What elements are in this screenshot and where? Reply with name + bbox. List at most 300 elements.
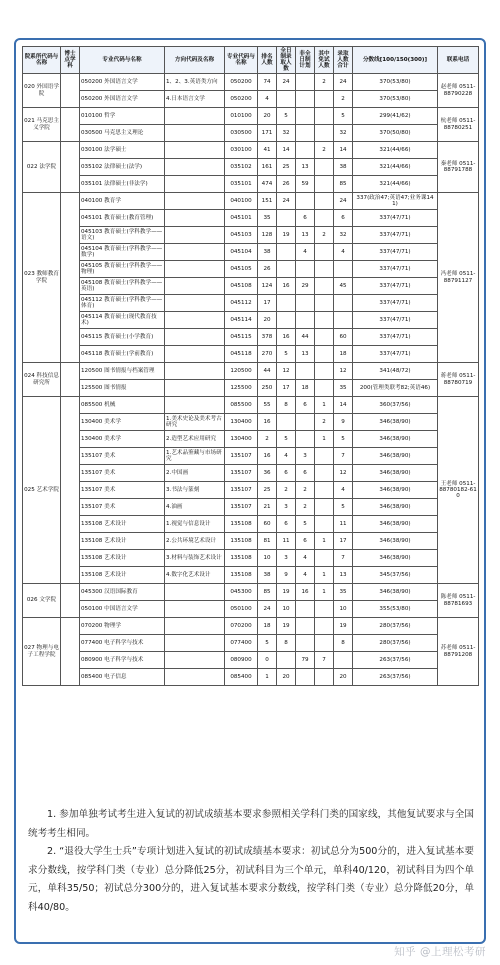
row-direction: [165, 125, 225, 142]
row-exempt: 1: [315, 533, 334, 550]
row-direction: [165, 159, 225, 176]
row-parttime: 13: [296, 227, 315, 244]
row-exempt: [315, 193, 334, 210]
row-rank: 81: [258, 533, 277, 550]
row-parttime: [296, 91, 315, 108]
row-rank: 60: [258, 516, 277, 533]
header-phd: 博士点学科: [61, 47, 80, 74]
row-phd-point: [61, 74, 80, 108]
row-code: 135107: [225, 499, 258, 516]
row-direction: [165, 363, 225, 380]
row-score-line: 346(38/90): [353, 584, 438, 601]
row-direction: [165, 329, 225, 346]
row-score-line: 299(41/62): [353, 108, 438, 125]
row-rank: 55: [258, 397, 277, 414]
row-department: 024 科技信息研究所: [23, 363, 61, 397]
row-exempt: [315, 176, 334, 193]
row-rank: 18: [258, 618, 277, 635]
row-parttime: 6: [296, 533, 315, 550]
row-contact: 冯老师 0511-88791127: [438, 193, 479, 363]
row-total: 13: [334, 567, 353, 584]
table-row: [23, 210, 479, 227]
row-exempt: [315, 278, 334, 295]
row-score-line: 346(38/90): [353, 414, 438, 431]
row-exempt: [315, 516, 334, 533]
row-score-line: 346(38/90): [353, 516, 438, 533]
row-fulltime: 26: [277, 176, 296, 193]
row-direction: 1、2、3.英语类方向: [165, 74, 225, 91]
row-contact: 陈老师 0511-88781693: [438, 584, 479, 618]
table-row: [23, 142, 479, 159]
row-specialty: 045118 教育硕士(学前教育): [80, 346, 165, 363]
header-fulltime: 全日制录取人数: [277, 47, 296, 74]
row-phd-point: [61, 584, 80, 618]
table-row: [23, 295, 479, 312]
row-rank: 378: [258, 329, 277, 346]
row-direction: 3.材料与装饰艺术设计: [165, 550, 225, 567]
row-total: 20: [334, 669, 353, 686]
row-exempt: [315, 448, 334, 465]
row-specialty: 080900 电子科学与技术: [80, 652, 165, 669]
row-exempt: [315, 91, 334, 108]
row-parttime: 79: [296, 652, 315, 669]
row-rank: 171: [258, 125, 277, 142]
table-row: [23, 159, 479, 176]
row-direction: [165, 193, 225, 210]
row-fulltime: [277, 91, 296, 108]
row-parttime: [296, 414, 315, 431]
row-score-line: 346(38/90): [353, 499, 438, 516]
row-total: 4: [334, 482, 353, 499]
row-rank: 4: [258, 91, 277, 108]
row-direction: 3.书法与篆刻: [165, 482, 225, 499]
row-total: 35: [334, 584, 353, 601]
row-total: 10: [334, 601, 353, 618]
row-specialty: 045112 教育硕士(学科教学——体育): [80, 295, 165, 312]
row-exempt: [315, 244, 334, 261]
row-rank: 161: [258, 159, 277, 176]
table-row: [23, 618, 479, 635]
row-specialty: 135107 美术: [80, 482, 165, 499]
row-code: 035102: [225, 159, 258, 176]
row-total: 45: [334, 278, 353, 295]
row-parttime: [296, 601, 315, 618]
row-contact: 蒋老师 0511-88780719: [438, 363, 479, 397]
row-rank: 2: [258, 431, 277, 448]
row-rank: 41: [258, 142, 277, 159]
table-row: [23, 635, 479, 652]
table-row: [23, 244, 479, 261]
row-rank: 74: [258, 74, 277, 91]
row-rank: 17: [258, 295, 277, 312]
row-parttime: 16: [296, 584, 315, 601]
header-dept: 院系所代码与名称: [23, 47, 61, 74]
table-row: [23, 652, 479, 669]
row-parttime: [296, 261, 315, 278]
row-code: 080900: [225, 652, 258, 669]
row-direction: 2.公共环境艺术设计: [165, 533, 225, 550]
row-exempt: 7: [315, 652, 334, 669]
row-code: 120500: [225, 363, 258, 380]
row-direction: [165, 397, 225, 414]
row-rank: 5: [258, 635, 277, 652]
row-fulltime: 10: [277, 601, 296, 618]
row-contact: 苏老师 0511-88791208: [438, 618, 479, 686]
row-fulltime: [277, 312, 296, 329]
table-row: [23, 601, 479, 618]
row-phd-point: [61, 108, 80, 142]
row-rank: 35: [258, 210, 277, 227]
row-fulltime: [277, 210, 296, 227]
row-parttime: 6: [296, 210, 315, 227]
row-score-line: 337(47/71): [353, 261, 438, 278]
row-department: 021 马克思主义学院: [23, 108, 61, 142]
table-row: [23, 363, 479, 380]
row-total: 32: [334, 125, 353, 142]
row-total: [334, 261, 353, 278]
row-department: 020 外国语学院: [23, 74, 61, 108]
row-code: 050200: [225, 91, 258, 108]
row-score-line: 321(44/66): [353, 176, 438, 193]
row-score-line: 346(38/90): [353, 533, 438, 550]
row-fulltime: [277, 652, 296, 669]
table-row: [23, 431, 479, 448]
row-direction: [165, 261, 225, 278]
row-code: 030100: [225, 142, 258, 159]
table-row: [23, 74, 479, 91]
row-rank: 128: [258, 227, 277, 244]
row-direction: [165, 346, 225, 363]
row-parttime: [296, 193, 315, 210]
row-phd-point: [61, 397, 80, 584]
row-exempt: [315, 499, 334, 516]
row-score-line: 263(37/56): [353, 669, 438, 686]
row-fulltime: 17: [277, 380, 296, 397]
row-parttime: 59: [296, 176, 315, 193]
row-total: 24: [334, 74, 353, 91]
row-score-line: 345(37/56): [353, 567, 438, 584]
row-total: 5: [334, 108, 353, 125]
row-score-line: 337(47/71): [353, 210, 438, 227]
row-exempt: [315, 125, 334, 142]
row-phd-point: [61, 618, 80, 686]
row-code: 135108: [225, 567, 258, 584]
row-direction: [165, 669, 225, 686]
row-total: 7: [334, 550, 353, 567]
row-code: 077400: [225, 635, 258, 652]
row-parttime: 2: [296, 499, 315, 516]
table-row: [23, 414, 479, 431]
row-parttime: 13: [296, 159, 315, 176]
row-total: 2: [334, 91, 353, 108]
row-contact: 赵老师 0511-88790228: [438, 74, 479, 108]
row-code: 045104: [225, 244, 258, 261]
row-parttime: [296, 363, 315, 380]
row-fulltime: 16: [277, 278, 296, 295]
row-direction: [165, 210, 225, 227]
row-code: 130400: [225, 414, 258, 431]
row-parttime: 6: [296, 397, 315, 414]
row-parttime: 4: [296, 244, 315, 261]
row-score-line: 360(37/56): [353, 397, 438, 414]
row-specialty: 135107 美术: [80, 499, 165, 516]
row-code: 125500: [225, 380, 258, 397]
row-score-line: 346(38/90): [353, 448, 438, 465]
table-row: [23, 465, 479, 482]
row-total: 11: [334, 516, 353, 533]
row-code: 135107: [225, 448, 258, 465]
row-rank: 38: [258, 567, 277, 584]
row-code: 135108: [225, 550, 258, 567]
row-parttime: 2: [296, 482, 315, 499]
header-parttime: 非全日制计划: [296, 47, 315, 74]
row-rank: 474: [258, 176, 277, 193]
row-specialty: 045105 教育硕士(学科教学——物理): [80, 261, 165, 278]
row-fulltime: 8: [277, 397, 296, 414]
row-parttime: [296, 108, 315, 125]
header-rank: 排名人数: [258, 47, 277, 74]
row-parttime: [296, 125, 315, 142]
row-rank: 250: [258, 380, 277, 397]
row-fulltime: 8: [277, 635, 296, 652]
row-specialty: 045300 汉语国际教育: [80, 584, 165, 601]
row-direction: 2.中国画: [165, 465, 225, 482]
row-contact: 秦老师 0511-88791788: [438, 142, 479, 193]
row-direction: 4.数字化艺术设计: [165, 567, 225, 584]
note-1: 1. 参加单独考试考生进入复试的初试成绩基本要求参照相关学科门类的国家线，其他复试要求与全国统考考生相同。: [28, 809, 474, 839]
row-direction: [165, 618, 225, 635]
row-direction: [165, 652, 225, 669]
row-rank: 1: [258, 669, 277, 686]
row-direction: [165, 108, 225, 125]
row-specialty: 045104 教育硕士(学科教学——数学): [80, 244, 165, 261]
row-total: 18: [334, 346, 353, 363]
table-row: [23, 584, 479, 601]
row-specialty: 050100 中国语言文学: [80, 601, 165, 618]
row-direction: 1.艺术品鉴藏与市场研究: [165, 448, 225, 465]
row-department: 027 物理与电子工程学院: [23, 618, 61, 686]
row-total: 7: [334, 448, 353, 465]
row-specialty: 120500 图书情报与档案管理: [80, 363, 165, 380]
header-exempt: 其中免试人数: [315, 47, 334, 74]
row-exempt: [315, 465, 334, 482]
row-score-line: 337(47/71): [353, 244, 438, 261]
header-direction: 方向代码及名称: [165, 47, 225, 74]
row-code: 135107: [225, 482, 258, 499]
row-rank: 85: [258, 584, 277, 601]
row-specialty: 030500 马克思主义理论: [80, 125, 165, 142]
table-row: [23, 261, 479, 278]
row-total: 60: [334, 329, 353, 346]
row-parttime: [296, 431, 315, 448]
row-parttime: [296, 669, 315, 686]
row-fulltime: 3: [277, 550, 296, 567]
row-fulltime: 19: [277, 227, 296, 244]
row-total: 14: [334, 142, 353, 159]
table-body: [23, 74, 479, 686]
row-total: 24: [334, 193, 353, 210]
row-rank: 151: [258, 193, 277, 210]
row-score-line: 346(38/90): [353, 465, 438, 482]
row-code: 130400: [225, 431, 258, 448]
notes: [28, 806, 474, 917]
row-score-line: 370(50/80): [353, 125, 438, 142]
row-total: 12: [334, 465, 353, 482]
row-score-line: 337(政治47;英语47;业务课141): [353, 193, 438, 210]
row-total: 19: [334, 618, 353, 635]
row-total: 5: [334, 499, 353, 516]
row-rank: 124: [258, 278, 277, 295]
table-row: [23, 176, 479, 193]
table-row: [23, 448, 479, 465]
row-specialty: 130400 美术学: [80, 431, 165, 448]
row-parttime: 4: [296, 550, 315, 567]
row-exempt: [315, 108, 334, 125]
row-fulltime: 5: [277, 108, 296, 125]
table-row: [23, 91, 479, 108]
row-code: 030500: [225, 125, 258, 142]
row-code: 045300: [225, 584, 258, 601]
row-fulltime: [277, 295, 296, 312]
row-total: 85: [334, 176, 353, 193]
row-phd-point: [61, 363, 80, 397]
row-fulltime: 6: [277, 465, 296, 482]
row-department: 022 法学院: [23, 142, 61, 193]
row-fulltime: 14: [277, 142, 296, 159]
row-code: 045103: [225, 227, 258, 244]
row-score-line: 346(38/90): [353, 431, 438, 448]
row-fulltime: 6: [277, 516, 296, 533]
table-row: [23, 380, 479, 397]
row-total: [334, 652, 353, 669]
row-rank: 26: [258, 261, 277, 278]
row-direction: [165, 295, 225, 312]
row-exempt: [315, 635, 334, 652]
table-row: [23, 346, 479, 363]
row-parttime: 29: [296, 278, 315, 295]
row-code: 085500: [225, 397, 258, 414]
header-score-line: 分数线[100/150(300)]: [353, 47, 438, 74]
row-code: 010100: [225, 108, 258, 125]
row-rank: 25: [258, 482, 277, 499]
row-exempt: 1: [315, 567, 334, 584]
row-specialty: 135108 艺术设计: [80, 567, 165, 584]
table-row: [23, 499, 479, 516]
row-total: [334, 312, 353, 329]
row-score-line: 346(38/90): [353, 550, 438, 567]
row-total: 8: [334, 635, 353, 652]
table-row: [23, 278, 479, 295]
row-specialty: 135107 美术: [80, 465, 165, 482]
row-rank: 270: [258, 346, 277, 363]
row-contact: 王老师 0511-88780182-610: [438, 397, 479, 584]
row-fulltime: 20: [277, 669, 296, 686]
row-parttime: 13: [296, 346, 315, 363]
row-parttime: [296, 312, 315, 329]
row-score-line: 321(44/66): [353, 159, 438, 176]
row-direction: [165, 244, 225, 261]
row-parttime: [296, 618, 315, 635]
row-score-line: 280(37/56): [353, 635, 438, 652]
row-total: 35: [334, 380, 353, 397]
row-code: 045108: [225, 278, 258, 295]
row-score-line: 337(47/71): [353, 346, 438, 363]
row-score-line: 337(47/71): [353, 312, 438, 329]
row-parttime: [296, 74, 315, 91]
row-specialty: 035102 法律硕士(法学): [80, 159, 165, 176]
row-total: 4: [334, 244, 353, 261]
row-score-line: 355(53/80): [353, 601, 438, 618]
row-specialty: 045101 教育硕士(教育管理): [80, 210, 165, 227]
row-exempt: 2: [315, 227, 334, 244]
row-exempt: [315, 261, 334, 278]
row-score-line: 370(53/80): [353, 74, 438, 91]
row-fulltime: [277, 261, 296, 278]
row-parttime: 5: [296, 516, 315, 533]
row-specialty: 135108 艺术设计: [80, 550, 165, 567]
table-row: [23, 669, 479, 686]
row-code: 135108: [225, 516, 258, 533]
row-rank: 10: [258, 550, 277, 567]
row-direction: 4.油画: [165, 499, 225, 516]
row-exempt: [315, 550, 334, 567]
row-contact: 杭老师 0511-88780251: [438, 108, 479, 142]
row-exempt: 2: [315, 74, 334, 91]
table-row: [23, 125, 479, 142]
row-total: 9: [334, 414, 353, 431]
row-parttime: [296, 142, 315, 159]
row-fulltime: 4: [277, 448, 296, 465]
row-parttime: 4: [296, 567, 315, 584]
row-parttime: 3: [296, 448, 315, 465]
row-total: 32: [334, 227, 353, 244]
row-fulltime: [277, 414, 296, 431]
row-specialty: 050200 外国语言文学: [80, 91, 165, 108]
row-rank: 20: [258, 108, 277, 125]
row-exempt: [315, 618, 334, 635]
row-score-line: 321(44/66): [353, 142, 438, 159]
table-row: [23, 193, 479, 210]
row-fulltime: 5: [277, 346, 296, 363]
row-exempt: [315, 482, 334, 499]
row-specialty: 030100 法学硕士: [80, 142, 165, 159]
row-specialty: 085400 电子信息: [80, 669, 165, 686]
row-fulltime: 11: [277, 533, 296, 550]
row-rank: 24: [258, 601, 277, 618]
row-exempt: 2: [315, 142, 334, 159]
row-code: 050100: [225, 601, 258, 618]
table-row: [23, 108, 479, 125]
row-total: 12: [334, 363, 353, 380]
row-phd-point: [61, 193, 80, 363]
row-exempt: 1: [315, 584, 334, 601]
row-specialty: 130400 美术学: [80, 414, 165, 431]
row-specialty: 050200 外国语言文学: [80, 74, 165, 91]
row-specialty: 135107 美术: [80, 448, 165, 465]
row-direction: [165, 278, 225, 295]
row-total: [334, 295, 353, 312]
row-rank: 38: [258, 244, 277, 261]
row-code: 135108: [225, 533, 258, 550]
table-row: [23, 329, 479, 346]
row-score-line: 341(48/72): [353, 363, 438, 380]
row-code: 045112: [225, 295, 258, 312]
header-phone: 联系电话: [438, 47, 479, 74]
admission-table: [22, 46, 479, 686]
table-row: [23, 312, 479, 329]
watermark: 知乎 @上理松考研: [394, 946, 486, 958]
row-total: 14: [334, 397, 353, 414]
